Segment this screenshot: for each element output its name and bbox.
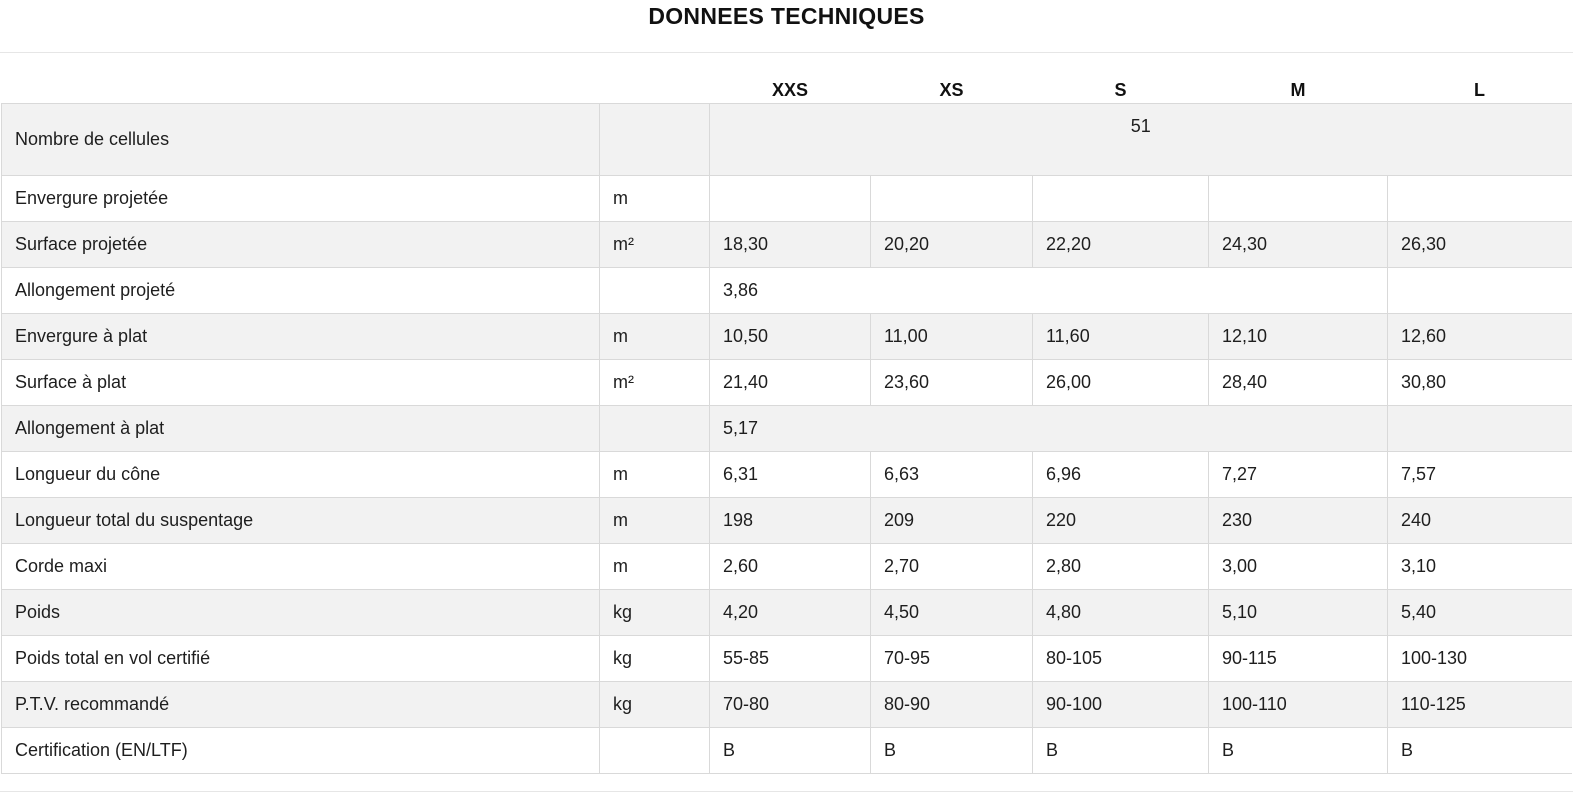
row-label: Poids	[2, 590, 600, 636]
table-row	[2, 314, 1572, 360]
value-cell-s: 22,20	[1033, 222, 1209, 268]
table-row	[2, 360, 1572, 406]
value-cell-xs	[871, 176, 1033, 222]
size-header-l: L	[1474, 80, 1485, 100]
table-row	[2, 104, 1572, 176]
value-cell-s: 90-100	[1033, 682, 1209, 728]
value-cell-xs: 209	[871, 498, 1033, 544]
size-header-xxs: XXS	[771, 80, 809, 100]
value-cell-s: 11,60	[1033, 314, 1209, 360]
row-unit: m	[600, 176, 710, 222]
value-cell-xs: 70-95	[871, 636, 1033, 682]
table-row	[2, 452, 1572, 498]
value-cell-xxs: 2,60	[710, 544, 871, 590]
value-cell-xxs	[710, 176, 871, 222]
value-cell-xxs: 4,20	[710, 590, 871, 636]
size-header-m: M	[1290, 80, 1306, 100]
table-row	[2, 176, 1572, 222]
value-cell-xxs: 21,40	[710, 360, 871, 406]
value-cell-m: 90-115	[1209, 636, 1388, 682]
table-row	[2, 222, 1572, 268]
row-label: Surface à plat	[2, 360, 600, 406]
table-header-row	[2, 69, 1572, 104]
row-label: Allongement à plat	[2, 406, 600, 452]
value-cell-m: 24,30	[1209, 222, 1388, 268]
value-cell-l: 26,30	[1388, 222, 1572, 268]
row-unit	[600, 406, 710, 452]
value-cell-xxs: 18,30	[710, 222, 871, 268]
table-row	[2, 268, 1572, 314]
value-cell-xxs: 198	[710, 498, 871, 544]
row-unit: m	[600, 452, 710, 498]
value-cell-m	[1209, 176, 1388, 222]
value-cell-m: 12,10	[1209, 314, 1388, 360]
value-cell-xs: 23,60	[871, 360, 1033, 406]
row-unit	[600, 728, 710, 774]
row-label: Longueur du cône	[2, 452, 600, 498]
value-cell-m: 5,10	[1209, 590, 1388, 636]
value-cell-m: B	[1209, 728, 1388, 774]
value-cell-s: 26,00	[1033, 360, 1209, 406]
table-row	[2, 682, 1572, 728]
table-row	[2, 498, 1572, 544]
value-cell-l	[1388, 268, 1572, 314]
technical-data-table	[1, 69, 1572, 774]
row-unit	[600, 268, 710, 314]
row-label: Corde maxi	[2, 544, 600, 590]
value-cell-xs: 80-90	[871, 682, 1033, 728]
value-cell-l: 100-130	[1388, 636, 1572, 682]
value-cell-xs: B	[871, 728, 1033, 774]
value-cell-s: 6,96	[1033, 452, 1209, 498]
value-cell-l: 12,60	[1388, 314, 1572, 360]
value-cell-m: 100-110	[1209, 682, 1388, 728]
value-cell-l: 3,10	[1388, 544, 1572, 590]
row-unit: m²	[600, 360, 710, 406]
value-cell-l	[1388, 406, 1572, 452]
table-row	[2, 590, 1572, 636]
row-label: P.T.V. recommandé	[2, 682, 600, 728]
value-cell-l: B	[1388, 728, 1572, 774]
header-label-blank	[2, 69, 600, 104]
row-label: Poids total en vol certifié	[2, 636, 600, 682]
bottom-divider	[0, 791, 1573, 792]
row-unit: m	[600, 544, 710, 590]
row-label: Nombre de cellules	[2, 104, 600, 176]
value-cell-xs: 11,00	[871, 314, 1033, 360]
row-unit: kg	[600, 590, 710, 636]
value-cell-s	[1033, 176, 1209, 222]
value-cell-m: 230	[1209, 498, 1388, 544]
row-label: Allongement projeté	[2, 268, 600, 314]
row-label: Surface projetée	[2, 222, 600, 268]
value-cell-s: 4,80	[1033, 590, 1209, 636]
value-cell-s: 2,80	[1033, 544, 1209, 590]
row-unit: m	[600, 498, 710, 544]
value-cell-xs: 4,50	[871, 590, 1033, 636]
row-label: Longueur total du suspentage	[2, 498, 600, 544]
top-divider	[0, 52, 1573, 53]
size-header-s: S	[1114, 80, 1127, 100]
value-cell-l: 110-125	[1388, 682, 1572, 728]
value-cell-s: 80-105	[1033, 636, 1209, 682]
row-unit	[600, 104, 710, 176]
row-unit: kg	[600, 682, 710, 728]
page-title: DONNEES TECHNIQUES	[648, 3, 925, 29]
table-row	[2, 544, 1572, 590]
row-label: Envergure projetée	[2, 176, 600, 222]
value-cell-xxs: 6,31	[710, 452, 871, 498]
value-cell-xs: 20,20	[871, 222, 1033, 268]
merged-value-cell: 5,17	[710, 406, 1388, 452]
header-unit-blank	[600, 69, 710, 104]
size-header-xs: XS	[939, 80, 964, 100]
value-cell-xxs: 10,50	[710, 314, 871, 360]
value-cell-s: B	[1033, 728, 1209, 774]
table-body	[2, 104, 1572, 774]
value-cell-l: 5,40	[1388, 590, 1572, 636]
table-row	[2, 728, 1572, 774]
value-cell-l	[1388, 176, 1572, 222]
table-row	[2, 636, 1572, 682]
value-cell-xs: 2,70	[871, 544, 1033, 590]
value-cell-l: 30,80	[1388, 360, 1572, 406]
value-cell-l: 7,57	[1388, 452, 1572, 498]
value-cell-xxs: 55-85	[710, 636, 871, 682]
row-label: Envergure à plat	[2, 314, 600, 360]
value-cell-l: 240	[1388, 498, 1572, 544]
row-unit: m²	[600, 222, 710, 268]
table-row	[2, 406, 1572, 452]
row-unit: m	[600, 314, 710, 360]
value-cell-xs: 6,63	[871, 452, 1033, 498]
merged-value-cell: 3,86	[710, 268, 1388, 314]
value-cell-m: 3,00	[1209, 544, 1388, 590]
value-cell-m: 7,27	[1209, 452, 1388, 498]
row-label: Certification (EN/LTF)	[2, 728, 600, 774]
value-cell-s: 220	[1033, 498, 1209, 544]
row-unit: kg	[600, 636, 710, 682]
merged-value-cell: 51	[710, 104, 1572, 176]
value-cell-m: 28,40	[1209, 360, 1388, 406]
value-cell-xxs: B	[710, 728, 871, 774]
value-cell-xxs: 70-80	[710, 682, 871, 728]
